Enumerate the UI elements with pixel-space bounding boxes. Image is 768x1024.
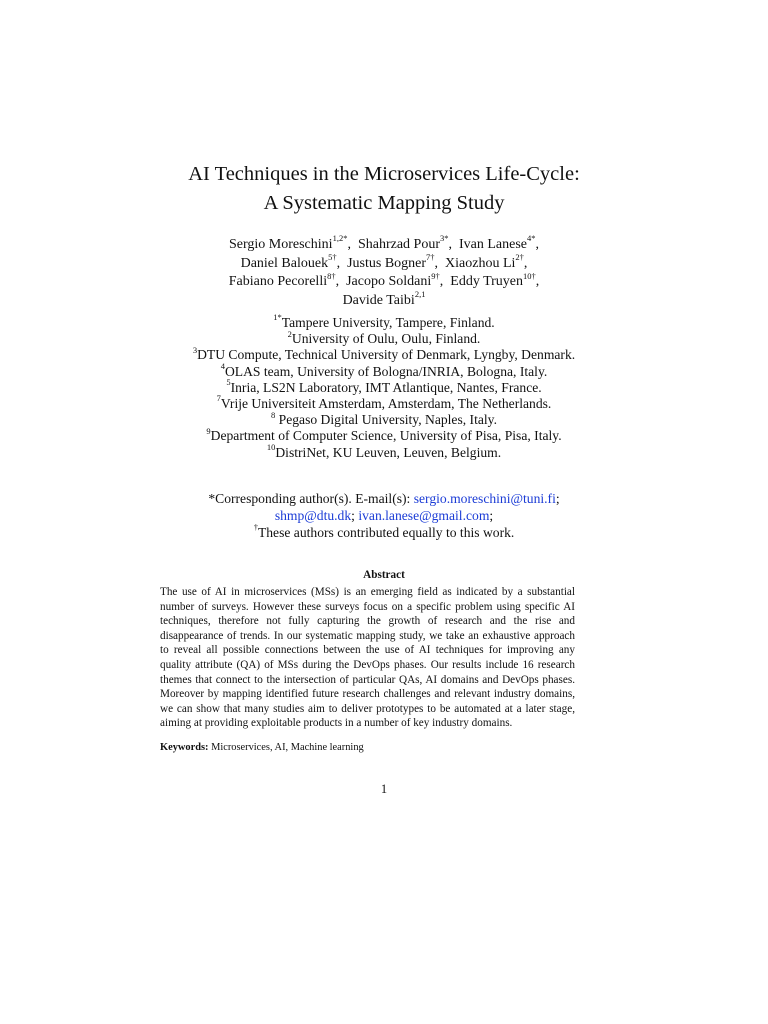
author-name: Daniel Balouek (240, 255, 329, 271)
affiliation-item (0, 328, 768, 347)
corresp-prefix: *Corresponding author(s). E-mail(s): (208, 491, 414, 506)
affiliation-sup: 1* (273, 312, 282, 323)
author-line-2: Daniel Balouek$^{5\dagger}$, Justus Bogner$^{7\dagger}$, Xiaozhou $Li^{2\dagger}$, (240, 251, 528, 271)
corresp-line-3 (0, 524, 768, 541)
author-sup: 5† (328, 251, 337, 262)
corresp-line-2 (0, 507, 768, 524)
affiliation-text: University of Oulu, Oulu, Finland. (291, 331, 481, 347)
author-sup: 9† (431, 270, 440, 281)
email-separator: ; (351, 508, 359, 523)
author-sup: 7† (426, 251, 435, 262)
abstract-text: The use of AI in microservices (MSs) is an emerging field as indicated by a substantial number of surveys. However these surveys focus on a specific problem using specific AI techniques, therefore not fully capturing the growth of research and the rise and disappearance of trends. In our systematic mapping study, we take an exhaustive approach to reveal all possible connections between the use of AI techniques for improving any quality attribute (QA) of MSs during the DevOps phases. Our results include 16 research themes that connect to the intersection of particular QAs, AI domains and DevOps phases. Moreover by mapping identified future research challenges and relevant industry domains, we can show that many studies aim to deliver prototypes to be automated at a later stage, aiming at providing exploitable products in a number of key industry domains. (160, 586, 575, 730)
author-name: Davide Taibi (342, 292, 415, 308)
affiliation-sup: 8 (271, 409, 276, 420)
email-link[interactable]: shmp@dtu.dk (274, 508, 352, 523)
author-sup: 3* (439, 233, 449, 244)
title-line-2: A Systematic Mapping Study (263, 192, 505, 214)
author-name: Justus Bogner (347, 255, 427, 271)
affiliation-sup: 10 (266, 442, 276, 453)
affiliation-text: Pegaso Digital University, Naples, Italy. (275, 412, 497, 428)
affiliation-sup: 3 (192, 344, 198, 355)
affiliation-text: OLAS team, University of Bologna/INRIA, Bologna, Italy. (224, 363, 548, 379)
author-line-4 (0, 289, 768, 311)
affiliation-sup: 2 (287, 328, 292, 339)
dagger-mark: † (253, 522, 258, 533)
affiliation-item (0, 442, 768, 461)
email-separator: ; (555, 491, 560, 506)
corresp-line-1 (0, 490, 768, 507)
affiliation-text: Department of Computer Science, University of Pisa, Pisa, Italy. (210, 428, 562, 444)
affiliation-item (0, 409, 768, 428)
affiliation-text: DTU Compute, Technical University of Denmark, Lyngby, Denmark. (197, 347, 576, 363)
email-separator: ; (489, 508, 494, 523)
author-list (0, 233, 768, 310)
corresponding-authors (0, 490, 768, 541)
affiliation-sup: 5 (226, 377, 231, 388)
keywords-value: Microservices, AI, Machine learning (208, 742, 364, 753)
author-sup: 2† (515, 251, 524, 262)
affiliation-item (0, 425, 768, 444)
page-number: 1 (380, 782, 388, 796)
keywords-label: Keywords: (160, 742, 209, 753)
author-sup: 2,1 (414, 289, 426, 300)
author-name: Shahrzad Pour (357, 237, 440, 252)
affiliation-item (0, 312, 768, 331)
affiliation-item (0, 393, 768, 412)
title-line-1: AI Techniques in the Microservices Life-Cycle: (188, 163, 580, 185)
affiliation-sup: 4 (220, 361, 225, 372)
affiliation-item (0, 344, 768, 363)
affiliation-list (0, 312, 768, 461)
paper-title (0, 160, 768, 218)
author-line-3: Fabiano Pecorelli$^{8\dagger}$, Jacopo Soldani$^{9\dagger}$, Eddy Truyen$^{10\dagger}$, (228, 270, 540, 290)
author-name: Ivan Lanese (458, 237, 528, 252)
author-sup: 8† (327, 270, 336, 281)
author-name: Fabiano Pecorelli (228, 274, 328, 290)
abstract-heading: Abstract (363, 569, 405, 581)
affiliation-text: Vrije Universiteit Amsterdam, Amsterdam, The Netherlands. (220, 396, 552, 412)
affiliation-item (0, 377, 768, 396)
affiliation-text: Tampere University, Tampere, Finland. (281, 315, 495, 330)
affiliation-sup: 7 (216, 393, 221, 404)
author-name: Xiaozhou Li (445, 255, 516, 271)
affiliation-sup: 9 (206, 425, 211, 436)
author-line-1: Sergio Moreschini$^{1,2*}$, Shahrzad Pour$^{3*}$, Ivan Lanese$^{4*}$, (228, 233, 540, 252)
keywords (160, 742, 364, 753)
author-name: Eddy Truyen (450, 274, 523, 290)
author-sup: 10† (523, 270, 536, 281)
equal-contribution-note: These authors contributed equally to this work. (257, 525, 515, 540)
affiliation-text: Inria, LS2N Laboratory, IMT Atlantique, Nantes, France. (230, 379, 542, 395)
email-link[interactable]: sergio.moreschini@tuni.fi (413, 491, 556, 506)
author-sup: 1,2* (332, 233, 348, 244)
email-link[interactable]: ivan.lanese@gmail.com (358, 508, 490, 523)
affiliation-item (0, 361, 768, 380)
author-name: Jacopo Soldani (346, 274, 432, 290)
author-name: Sergio Moreschini (228, 237, 333, 252)
author-sup: 4* (527, 233, 536, 244)
affiliation-text: DistriNet, KU Leuven, Leuven, Belgium. (275, 444, 502, 460)
